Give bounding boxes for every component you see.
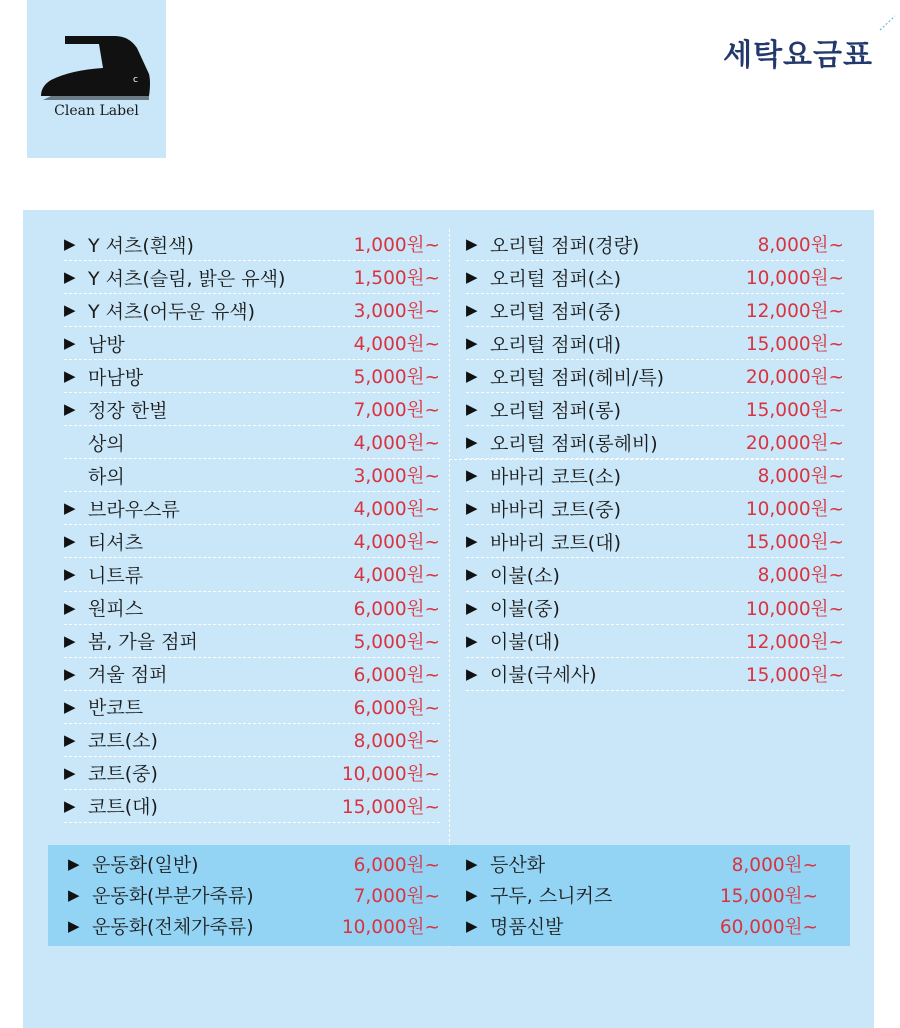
arrow-icon: ▶ [64, 268, 76, 287]
item-name: 명품신발 [490, 916, 564, 938]
item-price: 4,000원~ [353, 334, 440, 356]
arrow-icon: ▶ [64, 796, 76, 815]
arrow-icon: ▶ [466, 631, 478, 650]
arrow-icon: ▶ [68, 885, 80, 904]
arrow-icon: ▶ [466, 301, 478, 320]
list-item [466, 879, 818, 910]
arrow-icon: ▶ [466, 664, 478, 683]
page-title: 세탁요금표 [723, 38, 873, 73]
arrow-icon: ▶ [64, 697, 76, 716]
list-item [64, 691, 440, 724]
arrow-icon: ▶ [64, 730, 76, 749]
arrow-icon: ▶ [64, 631, 76, 650]
item-price: 12,000원~ [745, 631, 844, 653]
item-name: 운동화(전체가죽류) [92, 916, 254, 938]
arrow-icon: ▶ [466, 334, 478, 353]
column-divider [449, 229, 450, 947]
item-name: 등산화 [490, 854, 546, 876]
item-name: 오리털 점퍼(중) [490, 300, 621, 323]
item-name: 마남방 [88, 366, 144, 389]
sparkle-decoration [879, 14, 897, 32]
item-price: 8,000원~ [731, 854, 818, 876]
item-name: Y 셔츠(슬림, 밝은 유색) [88, 267, 286, 290]
list-item [466, 426, 844, 459]
list-item [466, 327, 844, 360]
arrow-icon: ▶ [64, 763, 76, 782]
item-price: 4,000원~ [353, 565, 440, 587]
item-price: 6,000원~ [353, 854, 440, 876]
item-price: 8,000원~ [757, 466, 844, 488]
item-name: 운동화(부분가죽류) [92, 885, 254, 907]
item-name: 겨울 점퍼 [88, 664, 168, 687]
list-item [466, 558, 844, 591]
list-item [466, 492, 844, 525]
shoe-left-list [68, 848, 440, 941]
item-price: 20,000원~ [745, 433, 844, 455]
item-name: 운동화(일반) [92, 854, 199, 876]
item-price: 10,000원~ [341, 916, 440, 938]
arrow-icon: ▶ [64, 532, 76, 551]
arrow-icon: ▶ [466, 268, 478, 287]
arrow-icon: ▶ [466, 499, 478, 518]
arrow-icon: ▶ [64, 367, 76, 386]
arrow-icon: ▶ [466, 916, 478, 935]
item-price: 15,000원~ [745, 664, 844, 686]
arrow-icon: ▶ [466, 854, 478, 873]
arrow-icon: ▶ [68, 916, 80, 935]
item-name: 반코트 [88, 697, 144, 720]
list-item [64, 724, 440, 757]
arrow-icon: ▶ [466, 235, 478, 254]
list-item [466, 658, 844, 691]
item-name: 이불(대) [490, 631, 560, 654]
logo-label: Clean Label [54, 103, 139, 119]
item-price: 1,500원~ [353, 268, 440, 290]
arrow-icon: ▶ [64, 565, 76, 584]
arrow-icon: ▶ [64, 400, 76, 419]
arrow-icon: ▶ [466, 367, 478, 386]
logo [27, 0, 166, 158]
item-name: 이불(소) [490, 564, 560, 587]
arrow-icon: ▶ [68, 854, 80, 873]
arrow-icon: ▶ [466, 532, 478, 551]
item-name: 바바리 코트(소) [490, 465, 621, 488]
list-item [64, 757, 440, 790]
list-item [466, 910, 818, 941]
arrow-icon: ▶ [64, 334, 76, 353]
item-name: 봄, 가을 점퍼 [88, 631, 198, 654]
svg-text:c: c [133, 75, 138, 85]
list-item [68, 848, 440, 879]
list-item [466, 360, 844, 393]
divider-line [449, 459, 844, 460]
item-price: 8,000원~ [757, 235, 844, 257]
item-name: Y 셔츠(흰색) [88, 234, 194, 257]
item-name: 하의 [88, 465, 125, 488]
list-item [466, 592, 844, 625]
item-name: 오리털 점퍼(대) [490, 333, 621, 356]
item-name: 바바리 코트(대) [490, 531, 621, 554]
item-price: 4,000원~ [353, 433, 440, 455]
arrow-icon: ▶ [466, 433, 478, 452]
item-price: 10,000원~ [341, 763, 440, 785]
item-price: 6,000원~ [353, 664, 440, 686]
item-price: 15,000원~ [719, 885, 818, 907]
item-name: 상의 [88, 432, 125, 455]
list-item [466, 525, 844, 558]
item-name: 코트(대) [88, 796, 158, 819]
item-name: 브라우스류 [88, 498, 180, 521]
list-item [68, 910, 440, 941]
item-name: 티셔츠 [88, 531, 144, 554]
item-name: 남방 [88, 333, 125, 356]
item-price: 6,000원~ [353, 598, 440, 620]
list-item [466, 848, 818, 879]
list-item [68, 879, 440, 910]
item-price: 15,000원~ [745, 400, 844, 422]
list-item [64, 327, 440, 360]
list-item [64, 294, 440, 327]
item-price: 10,000원~ [745, 499, 844, 521]
list-item [64, 459, 440, 492]
item-price: 3,000원~ [353, 301, 440, 323]
arrow-icon: ▶ [64, 301, 76, 320]
item-price: 4,000원~ [353, 499, 440, 521]
item-price: 7,000원~ [353, 400, 440, 422]
item-price: 60,000원~ [719, 916, 818, 938]
item-price: 20,000원~ [745, 367, 844, 389]
arrow-icon: ▶ [466, 885, 478, 904]
list-item [466, 625, 844, 658]
list-item [466, 393, 844, 426]
list-item [466, 294, 844, 327]
item-price: 8,000원~ [757, 565, 844, 587]
list-item [64, 393, 440, 426]
list-item [466, 261, 844, 294]
item-name: 코트(중) [88, 763, 158, 786]
arrow-icon: ▶ [466, 598, 478, 617]
item-name: 오리털 점퍼(소) [490, 267, 621, 290]
item-name: 오리털 점퍼(헤비/특) [490, 366, 665, 389]
list-item [466, 228, 844, 261]
list-item [64, 492, 440, 525]
item-name: 원피스 [88, 598, 144, 621]
item-price: 12,000원~ [745, 301, 844, 323]
item-price: 15,000원~ [745, 334, 844, 356]
item-price: 5,000원~ [353, 367, 440, 389]
list-item [64, 525, 440, 558]
list-item [64, 426, 440, 459]
item-price: 7,000원~ [353, 885, 440, 907]
item-price: 15,000원~ [341, 796, 440, 818]
arrow-icon: ▶ [64, 664, 76, 683]
list-item [64, 658, 440, 691]
item-name: 오리털 점퍼(롱) [490, 399, 621, 422]
list-item [64, 625, 440, 658]
item-name: 코트(소) [88, 730, 158, 753]
item-price: 15,000원~ [745, 532, 844, 554]
item-name: 정장 한벌 [88, 399, 168, 422]
list-item [64, 261, 440, 294]
list-item [64, 558, 440, 591]
item-price: 6,000원~ [353, 697, 440, 719]
item-price: 10,000원~ [745, 268, 844, 290]
arrow-icon: ▶ [64, 235, 76, 254]
arrow-icon: ▶ [466, 400, 478, 419]
item-name: 이불(중) [490, 598, 560, 621]
arrow-icon: ▶ [466, 466, 478, 485]
item-price: 5,000원~ [353, 631, 440, 653]
list-item [64, 592, 440, 625]
item-name: Y 셔츠(어두운 유색) [88, 300, 255, 323]
arrow-icon: ▶ [466, 565, 478, 584]
arrow-icon: ▶ [64, 499, 76, 518]
item-price: 1,000원~ [353, 235, 440, 257]
list-item [466, 459, 844, 492]
item-price: 8,000원~ [353, 730, 440, 752]
item-name: 바바리 코트(중) [490, 498, 621, 521]
item-price: 4,000원~ [353, 532, 440, 554]
list-item [64, 360, 440, 393]
item-name: 구두, 스니커즈 [490, 885, 613, 907]
arrow-icon: ▶ [64, 598, 76, 617]
left-price-list [64, 228, 440, 823]
item-price: 3,000원~ [353, 466, 440, 488]
iron-icon [41, 30, 153, 100]
item-name: 니트류 [88, 564, 144, 587]
item-name: 오리털 점퍼(롱헤비) [490, 432, 658, 455]
item-name: 이불(극세사) [490, 664, 597, 687]
shoe-right-list [466, 848, 818, 941]
item-name: 오리털 점퍼(경량) [490, 234, 640, 257]
list-item [64, 790, 440, 823]
list-item [64, 228, 440, 261]
item-price: 10,000원~ [745, 598, 844, 620]
